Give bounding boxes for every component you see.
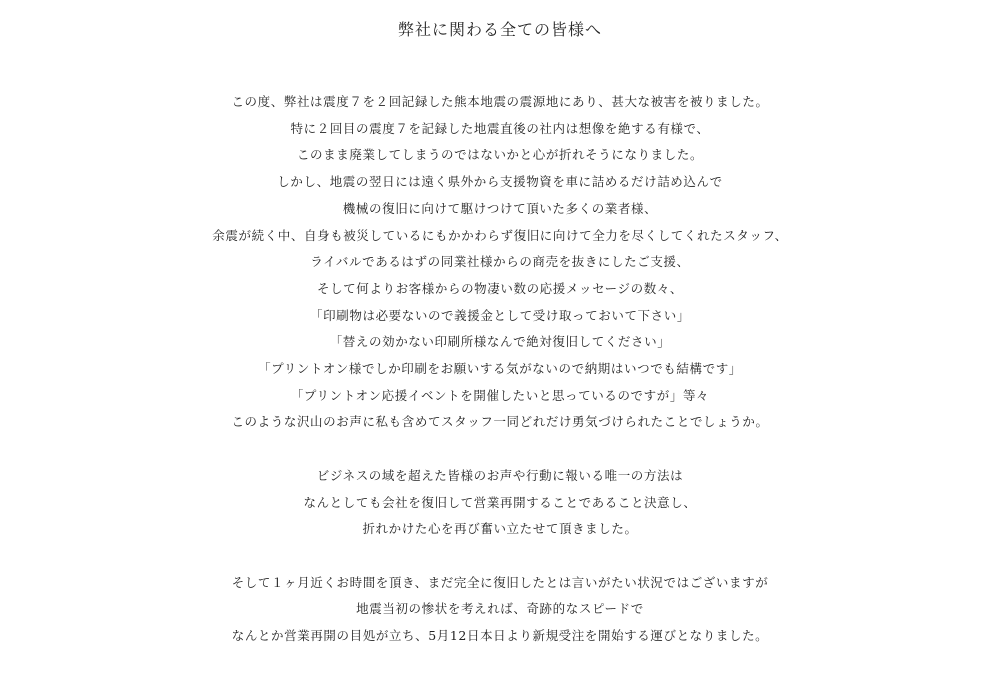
text-line: 機械の復旧に向けて駆けつけて頂いた多くの業者様、 — [342, 200, 658, 216]
text-line: 「プリントオン様でしか印刷をお願いする気がないので納期はいつでも結構です」 — [258, 361, 742, 377]
paragraph — [0, 463, 1000, 543]
text-line: なんとか営業再開の目処が立ち、5月12日本日より新規受注を開始する運びとなりました。 — [231, 628, 769, 644]
page-title: 弊社に関わる全ての皆様へ — [397, 20, 602, 39]
text-line: この度、弊社は震度７を２回記録した熊本地震の震源地にあり、甚大な被害を被りました。 — [231, 94, 769, 109]
text-line: 「替えの効かない印刷所様なんで絶対復旧してください」 — [329, 334, 671, 350]
text-line: ビジネスの域を超えた皆様のお声や行動に報いる唯一の方法は — [316, 467, 684, 483]
text-line: ライバルであるはずの同業社様からの商売を抜きにしたご支援、 — [310, 254, 690, 270]
paragraph — [0, 570, 1000, 650]
text-line: 地震当初の惨状を考えれば、奇跡的なスピードで — [356, 601, 644, 617]
text-line: 余震が続く中、自身も被災しているにもかかわらず復旧に向けて全力を尽くしてくれたスタッフ、 — [212, 227, 788, 243]
text-line: そして１ヶ月近くお時間を頂き、まだ完全に復旧したとは言いがたい状況ではございますが — [231, 574, 769, 590]
text-line: このまま廃業してしまうのではないかと心が折れそうになりました。 — [296, 147, 704, 163]
text-line: 折れかけた心を再び奮い立たせて頂きました。 — [362, 521, 638, 537]
text-line: しかし、地震の翌日には遠く県外から支援物資を車に詰めるだけ詰め込んで — [277, 174, 723, 190]
text-line: なんとしても会社を復旧して営業再開することであること決意し、 — [303, 494, 697, 510]
text-line: そして何よりお客様からの物凄い数の応援メッセージの数々、 — [316, 280, 684, 296]
text-line: 「プリントオン応援イベントを開催したいと思っているのですが」等々 — [290, 387, 710, 403]
text-line: 「印刷物は必要ないので義援金として受け取っておいて下さい」 — [310, 307, 690, 323]
paragraph — [0, 89, 1000, 436]
text-line: 特に２回目の震度７を記録した地震直後の社内は想像を絶する有様で、 — [290, 120, 710, 136]
letter-body — [0, 89, 1000, 676]
text-line: このような沢山のお声に私も含めてスタッフ一同どれだけ勇気づけられたことでしょうか。 — [231, 414, 769, 430]
